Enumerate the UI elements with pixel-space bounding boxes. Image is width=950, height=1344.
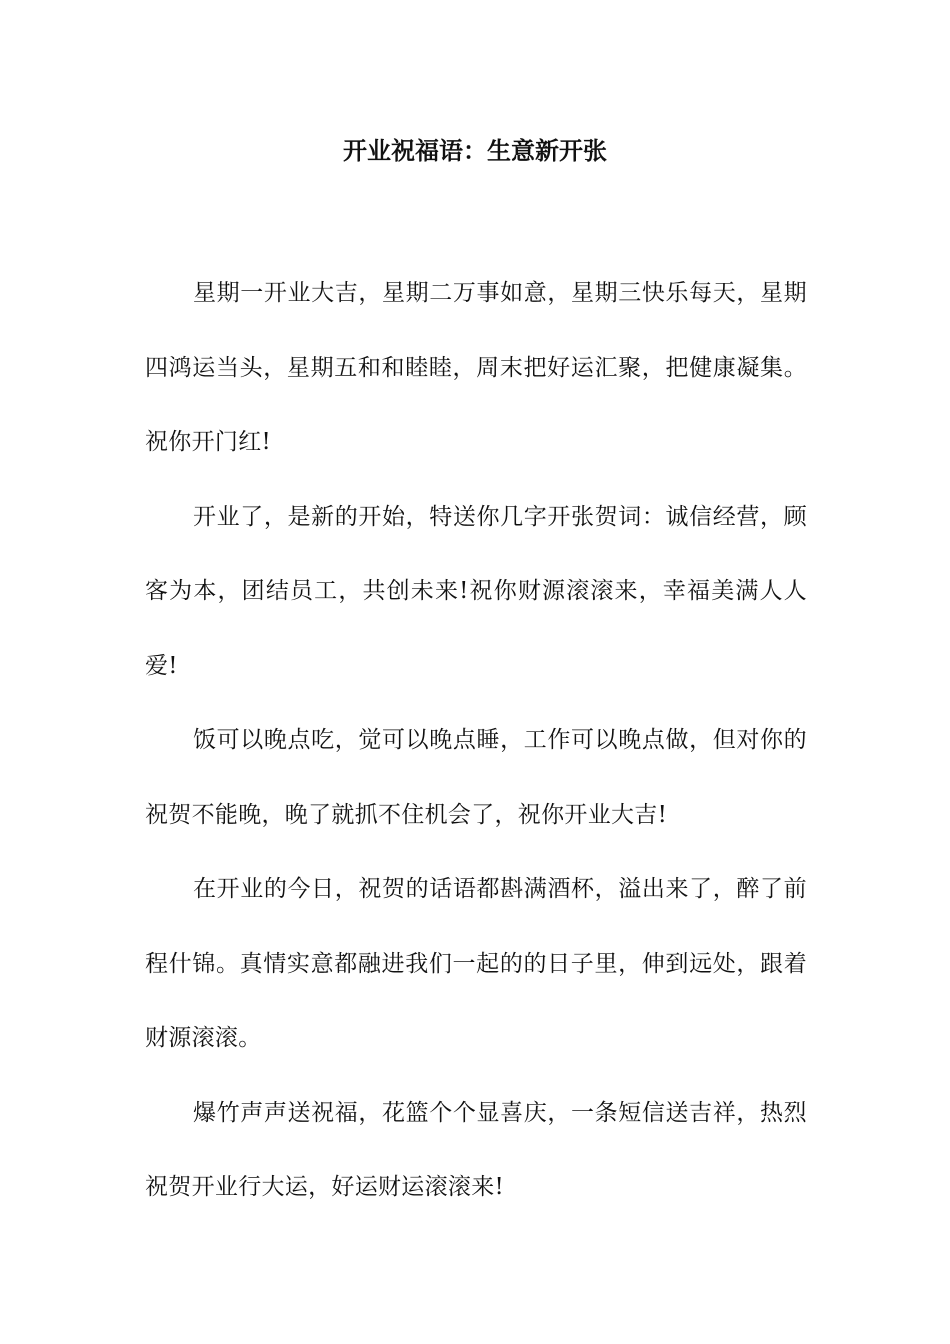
document-body (145, 256, 807, 1225)
paragraph-5: 爆竹声声送祝福，花篮个个显喜庆，一条短信送吉祥，热烈祝贺开业行大运，好运财运滚滚来! (145, 1099, 807, 1200)
document-title: 开业祝福语：生意新开张 (343, 137, 607, 165)
paragraph-2: 开业了，是新的开始，特送你几字开张贺词：诚信经营，顾客为本，团结员工，共创未来!祝你财源滚滚来，幸福美满人人爱! (145, 503, 807, 679)
paragraph-4: 在开业的今日，祝贺的话语都斟满酒杯，溢出来了，醉了前程什锦。真情实意都融进我们一起的的日子里，伸到远处，跟着财源滚滚。 (145, 876, 807, 1051)
paragraph-1: 星期一开业大吉，星期二万事如意，星期三快乐每天，星期四鸿运当头，星期五和和睦睦，周末把好运汇聚，把健康凝集。祝你开门红! (145, 280, 807, 455)
paragraph-3: 饭可以晚点吃，觉可以晚点睡，工作可以晚点做，但对你的祝贺不能晚，晚了就抓不住机会了，祝你开业大吉! (145, 727, 807, 828)
